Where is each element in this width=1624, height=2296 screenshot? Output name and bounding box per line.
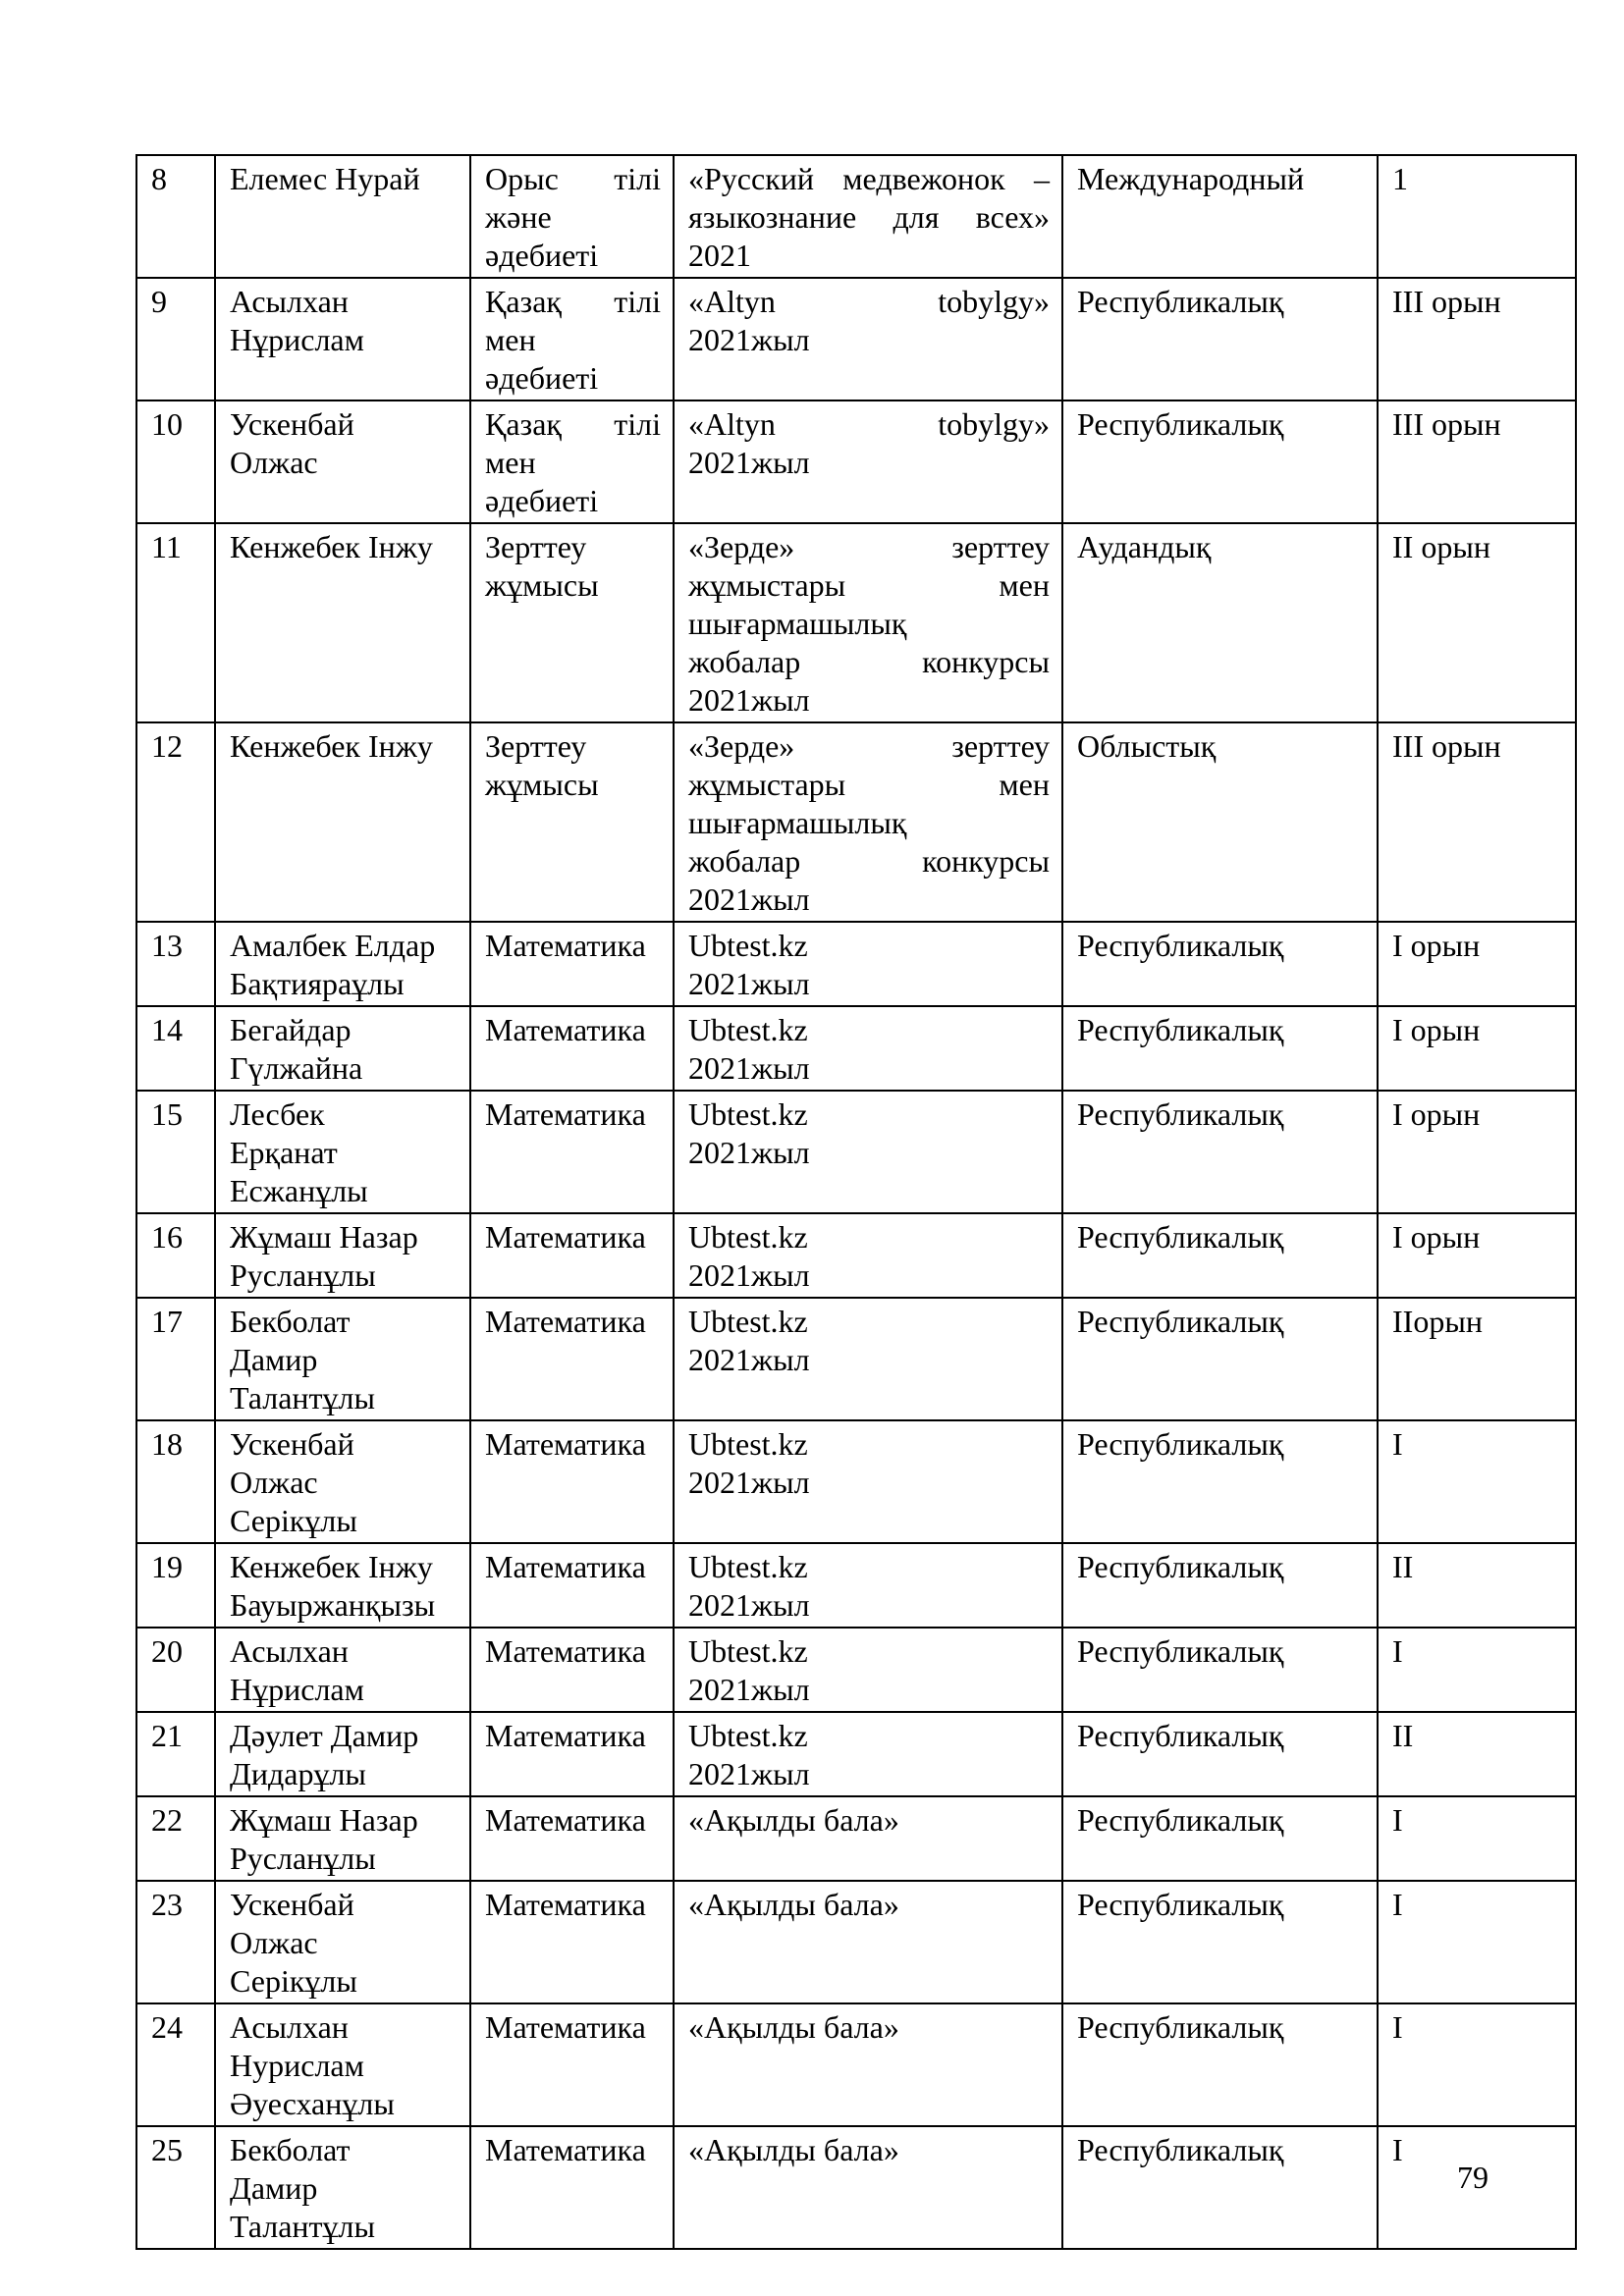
- table-row: [136, 1298, 1576, 1420]
- cell-subject: [470, 278, 674, 400]
- cell-name-line: Амалбек Елдар: [230, 928, 436, 963]
- cell-competition-line: языкознание для всех»: [688, 199, 1050, 235]
- cell-name-line: Ерқанат: [230, 1135, 338, 1170]
- cell-result: I: [1378, 1796, 1576, 1881]
- cell-competition: [674, 1213, 1062, 1298]
- cell-competition-line: Ubtest.kz: [688, 1096, 808, 1132]
- cell-competition-line: «Altyn tobylgy»: [688, 284, 1050, 319]
- cell-name-line: Ускенбай: [230, 406, 354, 442]
- cell-competition-line: Ubtest.kz: [688, 928, 808, 963]
- row-number: 9: [136, 278, 215, 400]
- cell-name-line: Русланұлы: [230, 1257, 376, 1293]
- cell-competition-line: «Ақылды бала»: [688, 2009, 899, 2045]
- cell-subject: [470, 1628, 674, 1712]
- cell-level: Республикалық: [1062, 2003, 1378, 2126]
- cell-subject-line: жұмысы: [485, 567, 599, 603]
- cell-name: [215, 400, 470, 523]
- cell-subject-line: Математика: [485, 2009, 646, 2045]
- table-row: [136, 400, 1576, 523]
- cell-competition-line: Ubtest.kz: [688, 1219, 808, 1255]
- cell-level: Республикалық: [1062, 400, 1378, 523]
- cell-competition-line: «Altyn tobylgy»: [688, 406, 1050, 442]
- cell-name-line: Лесбек: [230, 1096, 325, 1132]
- cell-level: Республикалық: [1062, 1213, 1378, 1298]
- cell-result: I орын: [1378, 1006, 1576, 1091]
- cell-subject-line: жұмысы: [485, 767, 599, 802]
- cell-competition-line: 2021жыл: [688, 881, 810, 917]
- row-number: 19: [136, 1543, 215, 1628]
- cell-competition-line: «Зерде» зерттеу: [688, 529, 1050, 564]
- cell-name: [215, 1628, 470, 1712]
- row-number: 11: [136, 523, 215, 722]
- cell-subject: [470, 1420, 674, 1543]
- cell-level: Республикалық: [1062, 1091, 1378, 1213]
- cell-result: I: [1378, 1628, 1576, 1712]
- cell-competition-line: 2021жыл: [688, 1587, 810, 1623]
- cell-subject-line: Зерттеу: [485, 529, 587, 564]
- cell-competition-line: 2021жыл: [688, 1342, 810, 1377]
- cell-level: Аудандық: [1062, 523, 1378, 722]
- cell-subject-line: және: [485, 199, 552, 235]
- cell-name-line: Асылхан: [230, 2009, 349, 2045]
- cell-competition: [674, 1543, 1062, 1628]
- row-number: 24: [136, 2003, 215, 2126]
- cell-name-line: Олжас: [230, 1465, 318, 1500]
- table-row: [136, 1628, 1576, 1712]
- cell-competition: [674, 2126, 1062, 2249]
- results-table: [135, 154, 1577, 2250]
- cell-level: Республикалық: [1062, 1543, 1378, 1628]
- cell-name-line: Кенжебек Інжу: [230, 728, 433, 764]
- cell-subject: [470, 155, 674, 278]
- cell-level: Республикалық: [1062, 2126, 1378, 2249]
- cell-subject-line: Орыс тілі: [485, 161, 661, 196]
- table-row: [136, 2126, 1576, 2249]
- table-row: [136, 278, 1576, 400]
- cell-subject-line: Математика: [485, 1219, 646, 1255]
- cell-name-line: Талантұлы: [230, 2209, 375, 2244]
- cell-name-line: Ускенбай: [230, 1887, 354, 1922]
- table-row: [136, 722, 1576, 922]
- table-row: [136, 1712, 1576, 1796]
- row-number: 10: [136, 400, 215, 523]
- cell-competition-line: 2021жыл: [688, 1257, 810, 1293]
- cell-competition: [674, 722, 1062, 922]
- cell-name: [215, 922, 470, 1006]
- cell-name-line: Нурислам: [230, 2048, 364, 2083]
- cell-name-line: Жұмаш Назар: [230, 1219, 418, 1255]
- cell-subject-line: Математика: [485, 1802, 646, 1838]
- table-row: [136, 523, 1576, 722]
- cell-name: [215, 1712, 470, 1796]
- cell-name: [215, 2003, 470, 2126]
- cell-level: Международный: [1062, 155, 1378, 278]
- cell-subject: [470, 523, 674, 722]
- cell-subject-line: Математика: [485, 1304, 646, 1339]
- cell-subject: [470, 1881, 674, 2003]
- cell-name-line: Серікұлы: [230, 1503, 357, 1538]
- row-number: 21: [136, 1712, 215, 1796]
- cell-competition-line: Ubtest.kz: [688, 1012, 808, 1047]
- cell-name-line: Елемес Нурай: [230, 161, 420, 196]
- cell-subject-line: Математика: [485, 928, 646, 963]
- cell-competition-line: 2021жыл: [688, 966, 810, 1001]
- cell-subject-line: әдебиеті: [485, 360, 599, 396]
- cell-competition: [674, 155, 1062, 278]
- table-row: [136, 1091, 1576, 1213]
- table-row: [136, 155, 1576, 278]
- cell-result: IIорын: [1378, 1298, 1576, 1420]
- cell-competition-line: Ubtest.kz: [688, 1633, 808, 1669]
- cell-name-line: Бекболат: [230, 1304, 351, 1339]
- cell-result: III орын: [1378, 722, 1576, 922]
- cell-name-line: Ускенбай: [230, 1426, 354, 1462]
- row-number: 8: [136, 155, 215, 278]
- table-row: [136, 1006, 1576, 1091]
- cell-name-line: Бекболат: [230, 2132, 351, 2167]
- cell-competition-line: «Русский медвежонок –: [688, 161, 1050, 196]
- row-number: 13: [136, 922, 215, 1006]
- row-number: 23: [136, 1881, 215, 2003]
- cell-competition-line: 2021: [688, 238, 751, 273]
- cell-result: II: [1378, 1543, 1576, 1628]
- cell-subject-line: Математика: [485, 2132, 646, 2167]
- row-number: 14: [136, 1006, 215, 1091]
- cell-name: [215, 1796, 470, 1881]
- cell-competition: [674, 1881, 1062, 2003]
- cell-name-line: Бегайдар: [230, 1012, 352, 1047]
- cell-competition: [674, 400, 1062, 523]
- cell-subject-line: Математика: [485, 1718, 646, 1753]
- cell-result: I орын: [1378, 1091, 1576, 1213]
- cell-name: [215, 2126, 470, 2249]
- cell-level: Республикалық: [1062, 1298, 1378, 1420]
- cell-competition-line: 2021жыл: [688, 322, 810, 357]
- cell-subject: [470, 2126, 674, 2249]
- cell-level: Облыстық: [1062, 722, 1378, 922]
- cell-competition-line: 2021жыл: [688, 445, 810, 480]
- cell-competition: [674, 2003, 1062, 2126]
- cell-competition: [674, 922, 1062, 1006]
- cell-subject-line: әдебиеті: [485, 238, 599, 273]
- cell-subject-line: Зерттеу: [485, 728, 587, 764]
- cell-competition: [674, 1006, 1062, 1091]
- cell-competition: [674, 1628, 1062, 1712]
- cell-name-line: Бақтияраұлы: [230, 966, 405, 1001]
- cell-competition-line: 2021жыл: [688, 1050, 810, 1086]
- cell-name-line: Дамир: [230, 1342, 318, 1377]
- cell-subject: [470, 722, 674, 922]
- cell-name: [215, 1543, 470, 1628]
- cell-competition-line: 2021жыл: [688, 682, 810, 718]
- cell-competition: [674, 1420, 1062, 1543]
- table-row: [136, 2003, 1576, 2126]
- cell-competition-line: 2021жыл: [688, 1756, 810, 1791]
- cell-name-line: Бауыржанқызы: [230, 1587, 436, 1623]
- cell-subject-line: Қазақ тілі: [485, 406, 661, 442]
- table-row: [136, 922, 1576, 1006]
- cell-name-line: Кенжебек Інжу: [230, 529, 433, 564]
- cell-subject: [470, 1006, 674, 1091]
- cell-name-line: Олжас: [230, 1925, 318, 1960]
- cell-competition: [674, 1712, 1062, 1796]
- cell-subject: [470, 2003, 674, 2126]
- page-number: 79: [1457, 2160, 1489, 2195]
- cell-subject: [470, 1091, 674, 1213]
- cell-level: Республикалық: [1062, 1420, 1378, 1543]
- cell-competition-line: Ubtest.kz: [688, 1718, 808, 1753]
- cell-name-line: Олжас: [230, 445, 318, 480]
- cell-subject-line: Математика: [485, 1426, 646, 1462]
- cell-name-line: Нұрислам: [230, 1672, 364, 1707]
- cell-subject: [470, 1712, 674, 1796]
- cell-name: [215, 722, 470, 922]
- cell-competition-line: «Ақылды бала»: [688, 2132, 899, 2167]
- row-number: 17: [136, 1298, 215, 1420]
- cell-subject: [470, 922, 674, 1006]
- table-row: [136, 1881, 1576, 2003]
- cell-competition: [674, 278, 1062, 400]
- cell-subject: [470, 1796, 674, 1881]
- cell-name-line: Жұмаш Назар: [230, 1802, 418, 1838]
- cell-name-line: Серікұлы: [230, 1963, 357, 1999]
- cell-competition-line: жұмыстары мен: [688, 767, 1050, 802]
- cell-subject: [470, 400, 674, 523]
- cell-competition-line: шығармашылық: [688, 805, 907, 840]
- row-number: 25: [136, 2126, 215, 2249]
- cell-competition-line: Ubtest.kz: [688, 1304, 808, 1339]
- cell-name-line: Русланұлы: [230, 1841, 376, 1876]
- cell-competition-line: 2021жыл: [688, 1465, 810, 1500]
- cell-name: [215, 1420, 470, 1543]
- cell-subject-line: Қазақ тілі: [485, 284, 661, 319]
- cell-result: III орын: [1378, 278, 1576, 400]
- cell-competition: [674, 523, 1062, 722]
- cell-result: I орын: [1378, 1213, 1576, 1298]
- row-number: 12: [136, 722, 215, 922]
- cell-result: I: [1378, 2003, 1576, 2126]
- cell-name: [215, 1213, 470, 1298]
- cell-subject-line: мен: [485, 322, 536, 357]
- cell-result: I орын: [1378, 922, 1576, 1006]
- cell-result: II: [1378, 1712, 1576, 1796]
- cell-subject-line: Математика: [485, 1887, 646, 1922]
- cell-result: II орын: [1378, 523, 1576, 722]
- row-number: 16: [136, 1213, 215, 1298]
- table-row: [136, 1420, 1576, 1543]
- cell-name-line: Нұрислам: [230, 322, 364, 357]
- cell-name-line: Талантұлы: [230, 1380, 375, 1415]
- table-row: [136, 1213, 1576, 1298]
- table-row: [136, 1796, 1576, 1881]
- cell-subject: [470, 1298, 674, 1420]
- cell-level: Республикалық: [1062, 1881, 1378, 2003]
- cell-subject-line: Математика: [485, 1549, 646, 1584]
- cell-name: [215, 1091, 470, 1213]
- cell-level: Республикалық: [1062, 1796, 1378, 1881]
- cell-competition-line: жобалар конкурсы: [688, 644, 1050, 679]
- cell-level: Республикалық: [1062, 278, 1378, 400]
- cell-subject: [470, 1543, 674, 1628]
- cell-competition-line: 2021жыл: [688, 1135, 810, 1170]
- cell-name-line: Асылхан: [230, 284, 349, 319]
- cell-name: [215, 1006, 470, 1091]
- cell-name-line: Дидарұлы: [230, 1756, 366, 1791]
- cell-subject-line: Математика: [485, 1096, 646, 1132]
- cell-name-line: Әуесханұлы: [230, 2086, 395, 2121]
- cell-name-line: Есжанұлы: [230, 1173, 368, 1208]
- cell-result: I: [1378, 1881, 1576, 2003]
- cell-name: [215, 1881, 470, 2003]
- cell-competition-line: жобалар конкурсы: [688, 843, 1050, 879]
- cell-level: Республикалық: [1062, 922, 1378, 1006]
- cell-name: [215, 1298, 470, 1420]
- table-row: [136, 1543, 1576, 1628]
- cell-competition-line: Ubtest.kz: [688, 1426, 808, 1462]
- cell-competition-line: «Ақылды бала»: [688, 1887, 899, 1922]
- row-number: 18: [136, 1420, 215, 1543]
- cell-name: [215, 155, 470, 278]
- row-number: 22: [136, 1796, 215, 1881]
- cell-name-line: Дамир: [230, 2170, 318, 2206]
- cell-competition-line: жұмыстары мен: [688, 567, 1050, 603]
- cell-result: I: [1378, 2126, 1576, 2249]
- cell-subject-line: әдебиеті: [485, 483, 599, 518]
- cell-name-line: Кенжебек Інжу: [230, 1549, 433, 1584]
- table-body: [136, 155, 1576, 2249]
- cell-level: Республикалық: [1062, 1006, 1378, 1091]
- cell-name: [215, 523, 470, 722]
- cell-name-line: Гүлжайна: [230, 1050, 363, 1086]
- cell-name-line: Дәулет Дамир: [230, 1718, 419, 1753]
- cell-result: I: [1378, 1420, 1576, 1543]
- cell-result: III орын: [1378, 400, 1576, 523]
- cell-result: 1: [1378, 155, 1576, 278]
- cell-competition-line: Ubtest.kz: [688, 1549, 808, 1584]
- cell-level: Республикалық: [1062, 1628, 1378, 1712]
- cell-subject-line: мен: [485, 445, 536, 480]
- cell-competition-line: «Ақылды бала»: [688, 1802, 899, 1838]
- cell-competition-line: шығармашылық: [688, 606, 907, 641]
- cell-name-line: Асылхан: [230, 1633, 349, 1669]
- cell-competition: [674, 1298, 1062, 1420]
- cell-competition-line: 2021жыл: [688, 1672, 810, 1707]
- cell-subject: [470, 1213, 674, 1298]
- cell-competition: [674, 1796, 1062, 1881]
- cell-competition-line: «Зерде» зерттеу: [688, 728, 1050, 764]
- cell-subject-line: Математика: [485, 1012, 646, 1047]
- cell-level: Республикалық: [1062, 1712, 1378, 1796]
- cell-competition: [674, 1091, 1062, 1213]
- cell-name: [215, 278, 470, 400]
- row-number: 20: [136, 1628, 215, 1712]
- cell-subject-line: Математика: [485, 1633, 646, 1669]
- row-number: 15: [136, 1091, 215, 1213]
